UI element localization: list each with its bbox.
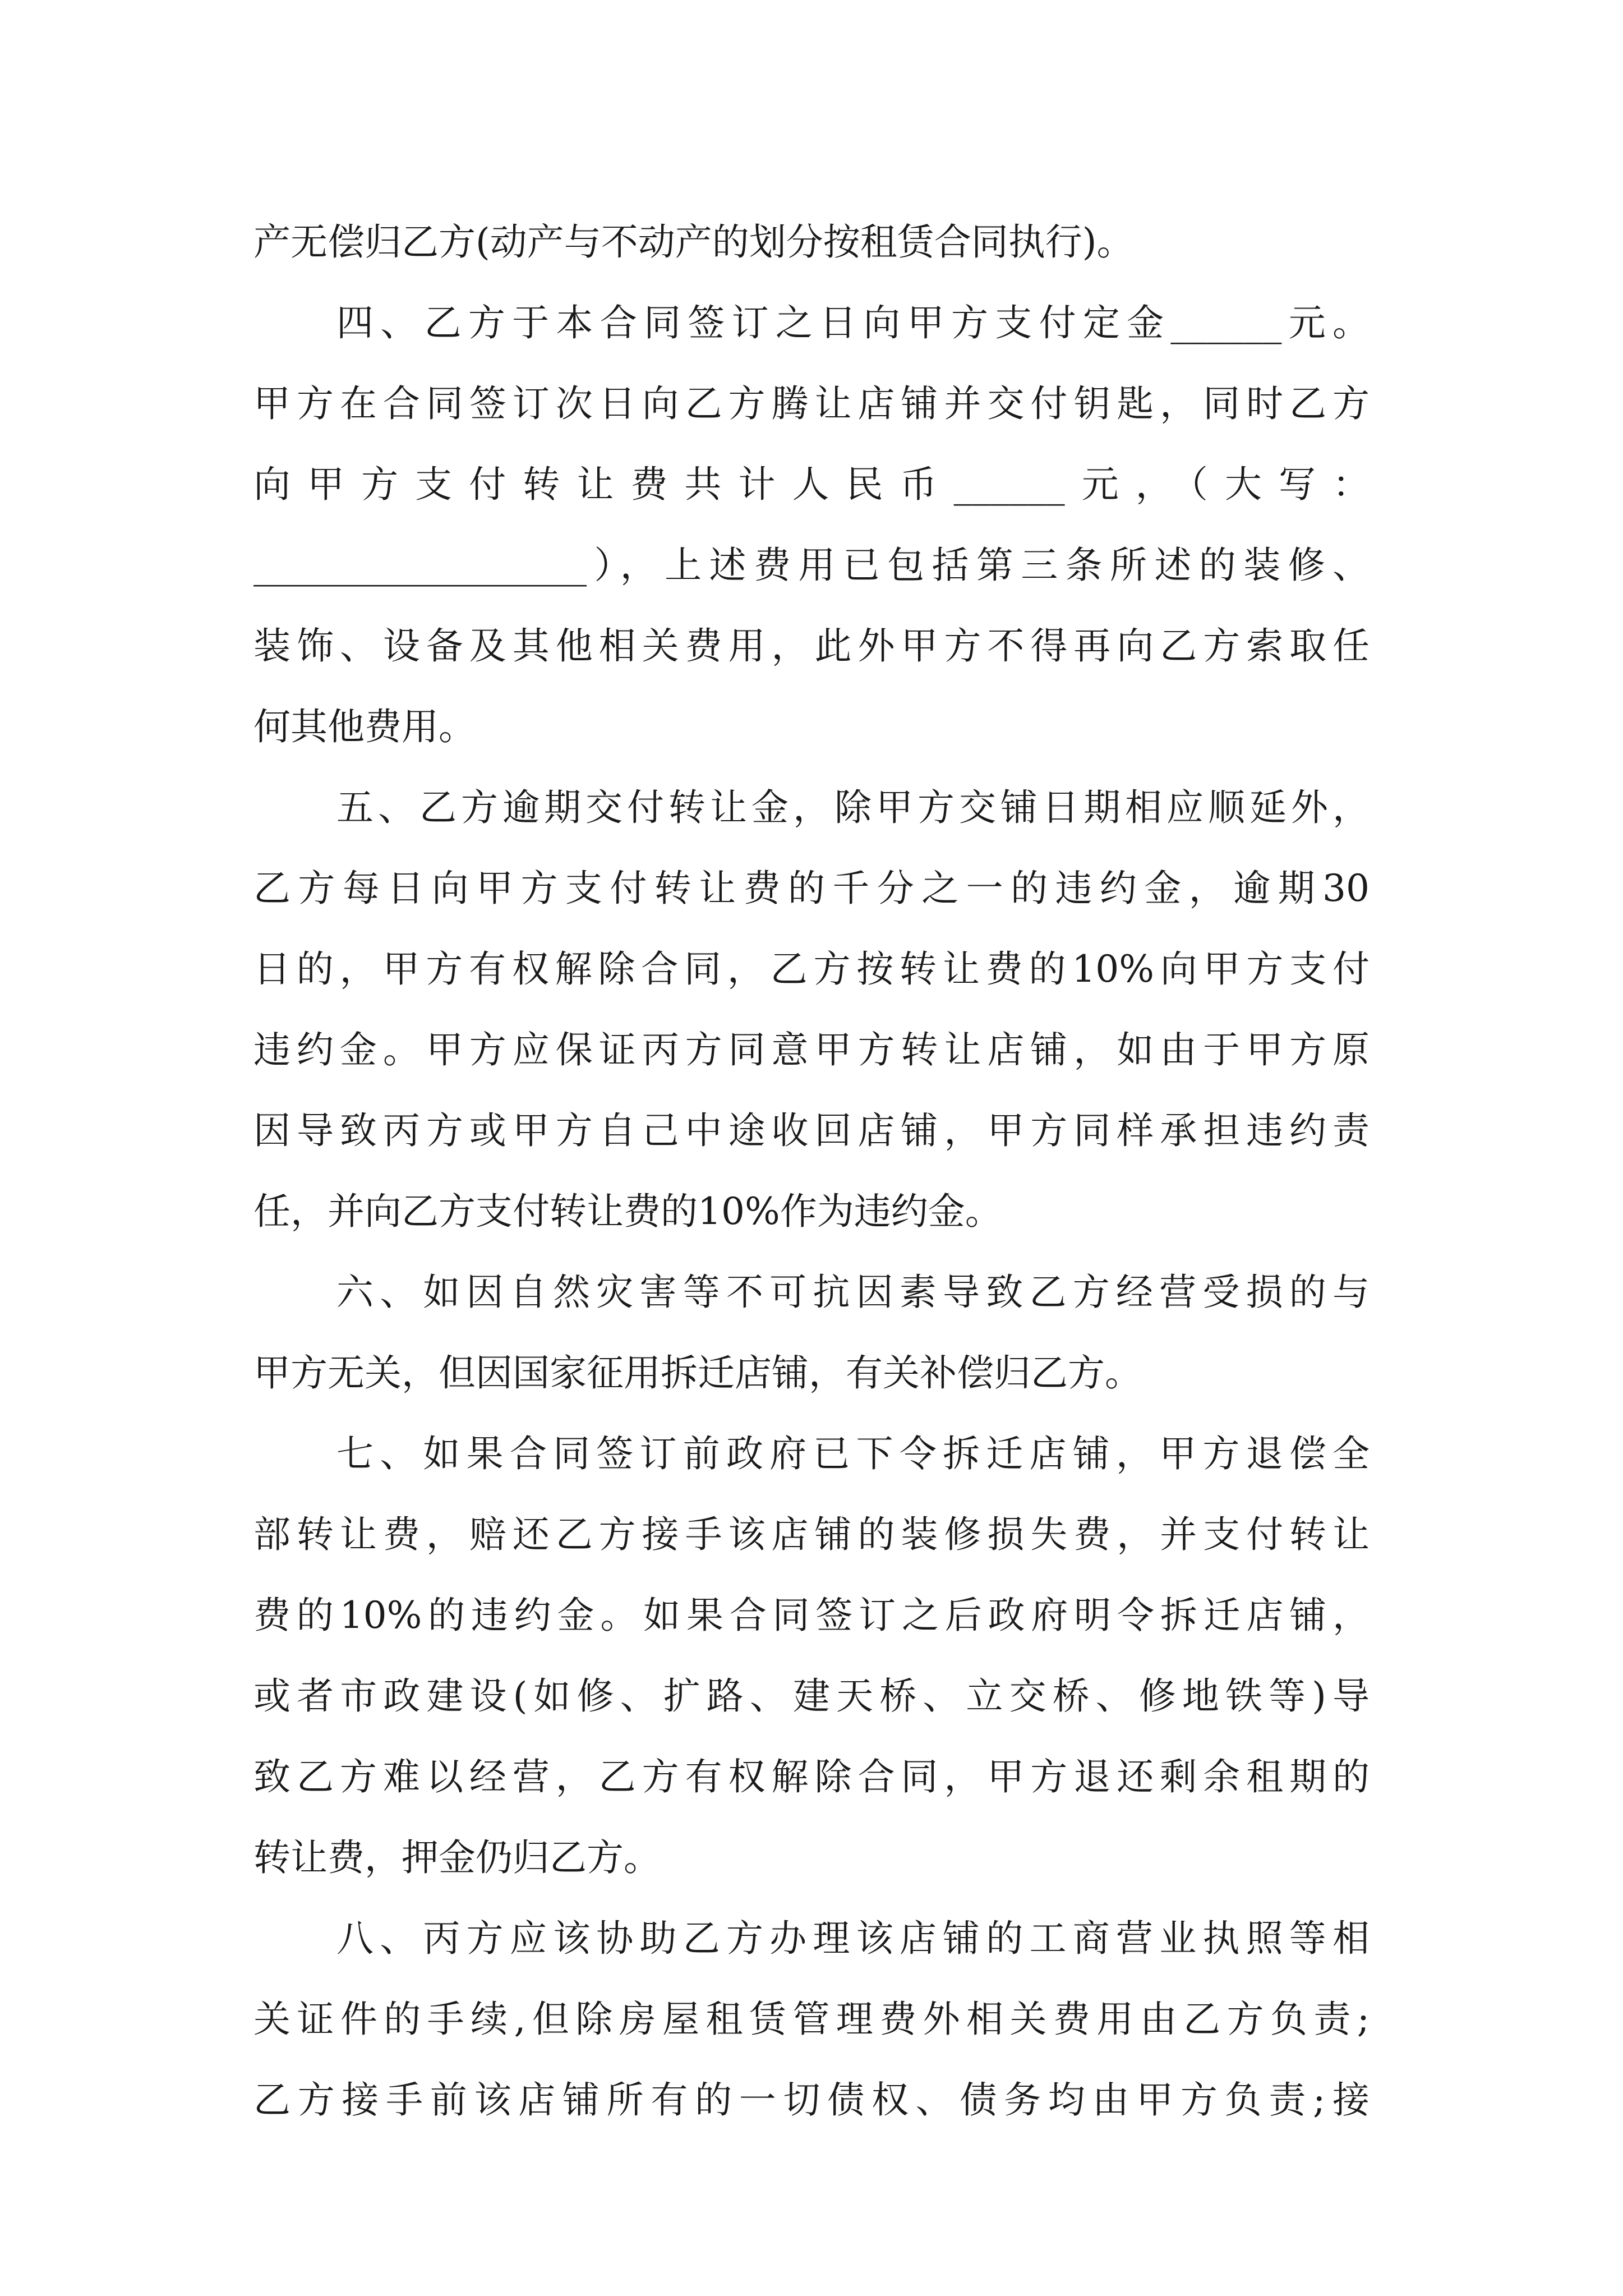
clause-5-line: 日的，甲方有权解除合同，乙方按转让费的10%向甲方支付	[253, 947, 1370, 991]
clause-4-line: 装饰、设备及其他相关费用，此外甲方不得再向乙方索取任	[253, 624, 1370, 668]
clause-8-line: 八、丙方应该协助乙方办理该店铺的工商营业执照等相	[336, 1917, 1370, 1960]
clause-7-line: 七、如果合同签订前政府已下令拆迁店铺，甲方退偿全	[336, 1432, 1370, 1475]
clause-6-line: 甲方无关，但因国家征用拆迁店铺，有关补偿归乙方。	[253, 1351, 1142, 1395]
clause-4-line: 何其他费用。	[253, 705, 476, 748]
clause-7-line: 致乙方难以经营，乙方有权解除合同，甲方退还剩余租期的	[253, 1755, 1370, 1798]
clause-7-line: 转让费，押金仍归乙方。	[253, 1836, 661, 1879]
clause-7-line: 或者市政建设(如修、扩路、建天桥、立交桥、修地铁等)导	[253, 1674, 1370, 1718]
clause-5-line: 违约金。甲方应保证丙方同意甲方转让店铺，如由于甲方原	[253, 1028, 1370, 1071]
clause-4-line: __________________），上述费用已包括第三条所述的装修、	[253, 544, 1370, 587]
clause-8-line: 乙方接手前该店铺所有的一切债权、债务均由甲方负责;接	[253, 2078, 1370, 2122]
clause-4-line: 向甲方支付转让费共计人民币______元，（大写：	[253, 463, 1370, 506]
contract-line: 产无偿归乙方(动产与不动产的划分按租赁合同执行)。	[253, 220, 1134, 264]
contract-body	[253, 202, 1370, 2141]
clause-4-line: 四、乙方于本合同签订之日向甲方支付定金______元。	[336, 301, 1370, 344]
clause-5-line: 因导致丙方或甲方自己中途收回店铺，甲方同样承担违约责	[253, 1109, 1370, 1152]
clause-5-line: 乙方每日向甲方支付转让费的千分之一的违约金，逾期30	[253, 867, 1370, 910]
clause-8-line: 关证件的手续,但除房屋租赁管理费外相关费用由乙方负责;	[253, 1998, 1370, 2041]
clause-5-line: 任，并向乙方支付转让费的10%作为违约金。	[253, 1190, 1002, 1233]
clause-7-line: 费的10%的违约金。如果合同签订之后政府明令拆迁店铺，	[253, 1594, 1370, 1637]
clause-7-line: 部转让费，赔还乙方接手该店铺的装修损失费，并支付转让	[253, 1513, 1370, 1556]
clause-5-line: 五、乙方逾期交付转让金，除甲方交铺日期相应顺延外，	[336, 786, 1370, 829]
clause-4-line: 甲方在合同签订次日向乙方腾让店铺并交付钥匙，同时乙方	[253, 382, 1370, 425]
clause-6-line: 六、如因自然灾害等不可抗因素导致乙方经营受损的与	[336, 1271, 1370, 1314]
